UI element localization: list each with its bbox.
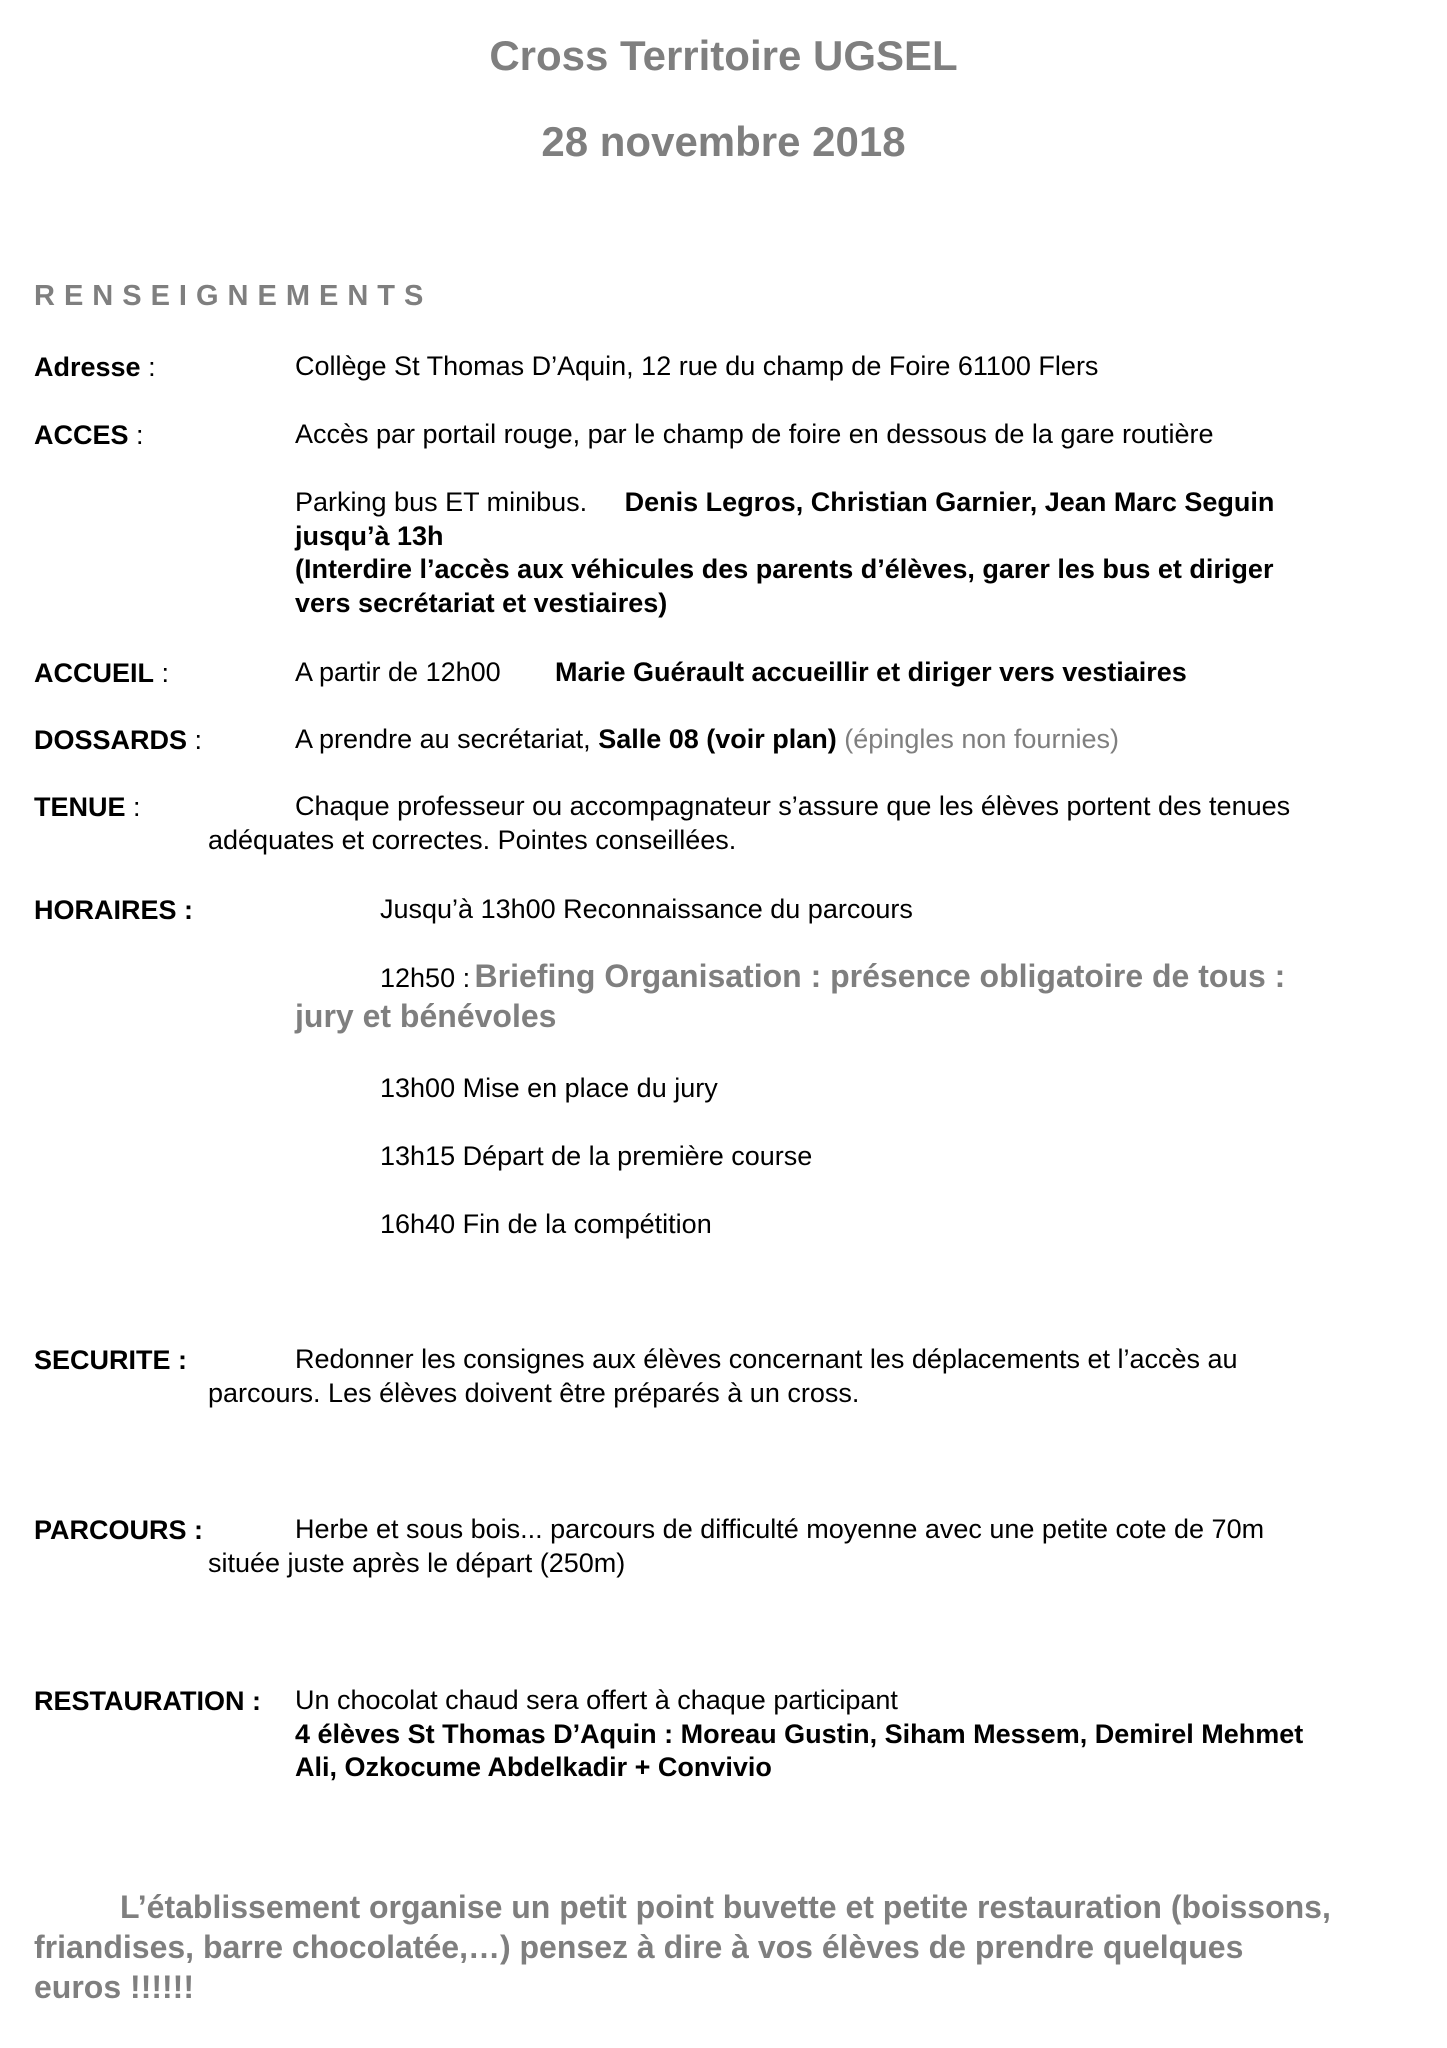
horaires-label: HORAIRES : (34, 895, 194, 925)
tenue-label: TENUE : (34, 792, 141, 822)
securite-label: SECURITE : (34, 1345, 188, 1375)
horaire-4: 13h15 Départ de la première course (380, 1141, 813, 1171)
restauration-line1: Un chocolat chaud sera offert à chaque participant (295, 1685, 898, 1715)
footer-line2: friandises, barre chocolatée,…) pensez à dire à vos élèves de prendre quelques (34, 1929, 1244, 1965)
acces-names: Denis Legros, Christian Garnier, Jean Marc Seguin (624, 487, 1275, 517)
restauration-line3: Ali, Ozkocume Abdelkadir + Convivio (295, 1752, 772, 1782)
parcours-line1: Herbe et sous bois... parcours de difficulté moyenne avec une petite cote de 70m (295, 1514, 1265, 1544)
horaire-5: 16h40 Fin de la compétition (380, 1209, 712, 1239)
securite-line1: Redonner les consignes aux élèves concernant les déplacements et l’accès au (295, 1344, 1238, 1374)
parcours-line2: située juste après le départ (250m) (208, 1548, 626, 1578)
footer-line3: euros !!!!!! (34, 1969, 194, 2005)
document-date: 28 novembre 2018 (541, 118, 906, 165)
adresse-label: Adresse : (34, 352, 156, 382)
restauration-label: RESTAURATION : (34, 1686, 261, 1716)
accueil-label: ACCUEIL : (34, 658, 170, 688)
parcours-label: PARCOURS : (34, 1515, 204, 1545)
accueil-text: Marie Guérault accueillir et diriger vers vestiaires (555, 657, 1187, 687)
horaire-3: 13h00 Mise en place du jury (380, 1073, 718, 1103)
dossards-text: A prendre au secrétariat, Salle 08 (voir plan) (épingles non fournies) (295, 724, 1119, 754)
tenue-line2: adéquates et correctes. Pointes conseillées. (208, 825, 737, 855)
document-title: Cross Territoire UGSEL (489, 32, 958, 79)
footer-line1: L’établissement organise un petit point buvette et petite restauration (boissons, (120, 1889, 1331, 1925)
acces-note2: vers secrétariat et vestiaires) (295, 588, 668, 618)
acces-parking: Parking bus ET minibus. Denis Legros, Christian Garnier, Jean Marc Seguin (295, 487, 1275, 517)
horaire-1: Jusqu’à 13h00 Reconnaissance du parcours (380, 894, 913, 924)
section-heading: RENSEIGNEMENTS (34, 280, 433, 312)
horaire-2-cont: jury et bénévoles (295, 998, 557, 1034)
acces-until: jusqu’à 13h (295, 521, 444, 551)
adresse-text: Collège St Thomas D’Aquin, 12 rue du champ de Foire 61100 Flers (295, 351, 1099, 381)
securite-line2: parcours. Les élèves doivent être préparés à un cross. (208, 1378, 860, 1408)
acces-note1: (Interdire l’accès aux véhicules des parents d’élèves, garer les bus et diriger (295, 554, 1274, 584)
dossards-label: DOSSARDS : (34, 725, 203, 755)
acces-label: ACCES : (34, 420, 144, 450)
horaire-2: 12h50 : Briefing Organisation : présence obligatoire de tous : (380, 958, 1286, 994)
acces-line1: Accès par portail rouge, par le champ de foire en dessous de la gare routière (295, 419, 1214, 449)
restauration-line2: 4 élèves St Thomas D’Aquin : Moreau Gustin, Siham Messem, Demirel Mehmet (295, 1719, 1304, 1749)
accueil-time: A partir de 12h00 (295, 657, 501, 687)
tenue-line1: Chaque professeur ou accompagnateur s’assure que les élèves portent des tenues (295, 791, 1291, 821)
